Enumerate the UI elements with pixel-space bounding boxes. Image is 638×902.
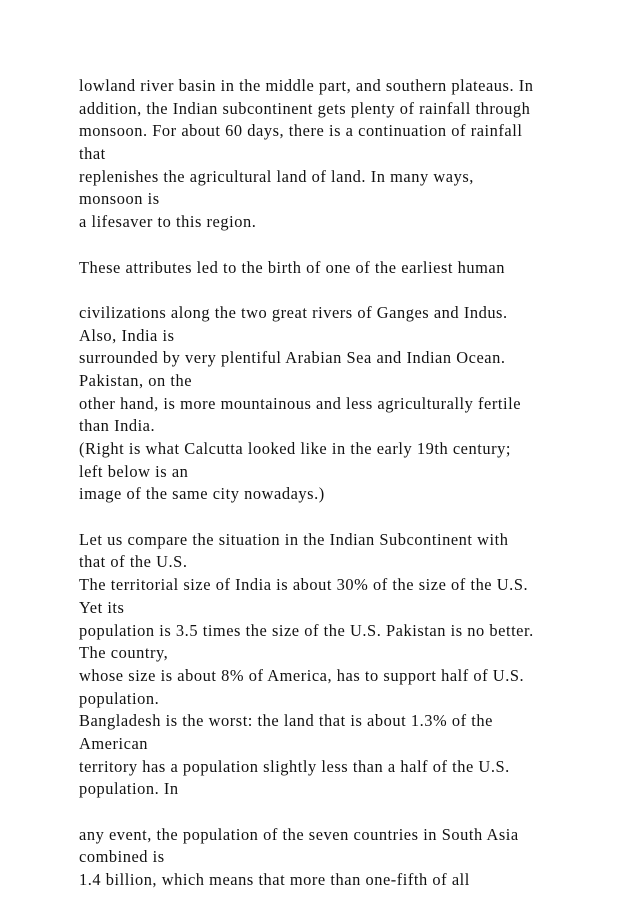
text-line: American [79,733,149,753]
text-line: Also, India is [79,325,175,345]
text-line: monsoon is [79,189,160,209]
text-line: addition, the Indian subcontinent gets plenty of rainfall through [79,98,531,118]
text-line: 1.4 billion, which means that more than one-fifth of all [79,870,470,890]
text-line: The country, [79,643,169,663]
blank-line [79,801,599,824]
blank-line [79,234,599,257]
text-line: any event, the population of the seven countries in South Asia [79,824,519,844]
blank-line [79,279,599,302]
text-line: Yet its [79,597,125,617]
text-line: than India. [79,416,156,436]
text-line: a lifesaver to this region. [79,212,257,232]
text-line: population is 3.5 times the size of the U.S. Pakistan is no better. [79,620,534,640]
text-line: population. In [79,779,179,799]
text-line: (Right is what Calcutta looked like in the early 19th century; [79,439,511,458]
text-line: civilizations along the two great rivers of Ganges and Indus. [79,302,508,322]
text-line: population. [79,688,160,708]
body-text [79,75,599,892]
blank-line [79,506,599,529]
text-line: monsoon. For about 60 days, there is a continuation of rainfall [79,121,523,141]
text-line: that of the U.S. [79,552,188,572]
text-line: left below is an [79,461,189,481]
text-line: territory has a population slightly less than a half of the U.S. [79,756,510,776]
text-line: Pakistan, on the [79,370,193,390]
text-line: image of the same city nowadays.) [79,484,325,504]
text-line: that [79,144,106,164]
text-line: Bangladesh is the worst: the land that is about 1.3% of the [79,711,493,731]
text-line: surrounded by very plentiful Arabian Sea and Indian Ocean. [79,348,506,368]
text-line: combined is [79,847,165,867]
text-line: These attributes led to the birth of one of the earliest human [79,257,505,277]
text-line: other hand, is more mountainous and less agriculturally fertile [79,393,522,413]
text-line: whose size is about 8% of America, has to support half of U.S. [79,665,525,685]
text-line: The territorial size of India is about 30% of the size of the U.S. [79,575,529,595]
text-line: lowland river basin in the middle part, and southern plateaus. In [79,76,534,95]
text-line: replenishes the agricultural land of land. In many ways, [79,166,474,186]
text-line: Let us compare the situation in the Indian Subcontinent with [79,529,509,549]
